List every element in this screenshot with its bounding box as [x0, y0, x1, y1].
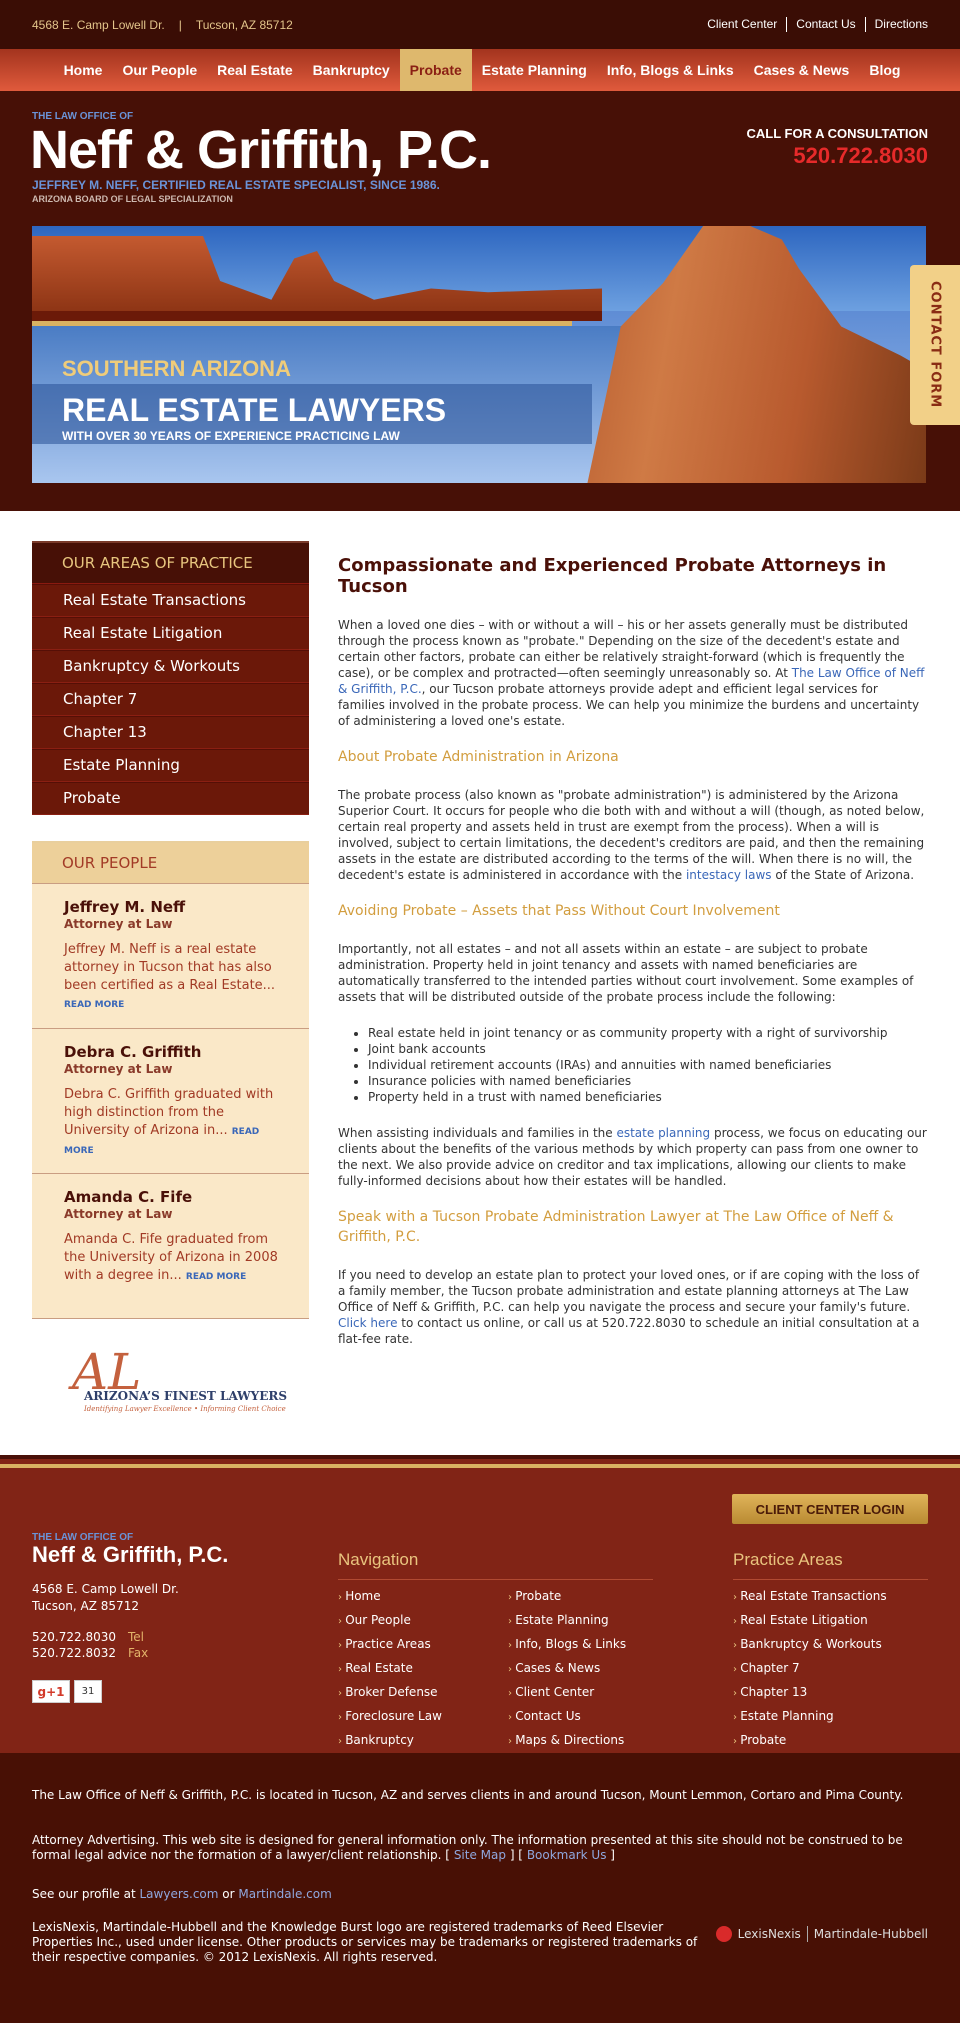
desc-text: Amanda C. Fife graduated from the University of Arizona in 2008 with a degree in... [64, 1232, 278, 1283]
read-more-link[interactable]: READ MORE [185, 1272, 247, 1282]
nav-probate[interactable]: Probate [400, 49, 472, 91]
our-people-box [32, 841, 309, 1319]
location-text: The Law Office of Neff & Griffith, P.C. is located in Tucson, AZ and serves clients in and around Tucson, Mount Lemmon, Cortaro and Pima County. [32, 1788, 904, 1802]
practice-item[interactable]: Bankruptcy & Workouts [32, 650, 309, 683]
person-card [32, 1029, 309, 1174]
estate-planning-link[interactable]: estate planning [616, 1126, 711, 1140]
lexis-text: LexisNexis [737, 1926, 801, 1941]
address-line: Tucson, AZ 85712 [32, 1599, 139, 1613]
text: to contact us online, or call us at 520.722.8030 to schedule an initial consultation at a flat-fee rate. [338, 1316, 920, 1346]
tel-line [32, 1629, 148, 1645]
our-people-title: OUR PEOPLE [32, 843, 309, 884]
nav-home[interactable]: Home [63, 62, 103, 78]
footer-nav-col-2 [508, 1585, 626, 1753]
footer-address [32, 1581, 179, 1615]
logo-subtitle-2: ARIZONA BOARD OF LEGAL SPECIALIZATION [32, 194, 233, 204]
client-center-link[interactable]: Client Center [707, 17, 778, 31]
list-item: • Property held in a trust with named beneficiaries [368, 1089, 928, 1105]
main-content [338, 555, 928, 1347]
footer-link[interactable]: › Practice Areas [338, 1633, 442, 1657]
fax-line [32, 1645, 148, 1661]
text: process, we focus on educating our clients about the benefits of the various methods by which property can pass from one owner to the next. We also provide advice on creditor and tax implications, allowing our clients to make fully-informed decisions about how their estates will be handled. [338, 1126, 927, 1188]
text: of the State of Arizona. [771, 868, 915, 882]
person-name[interactable]: Jeffrey M. Neff [64, 898, 186, 916]
google-plus-count: 31 [74, 1680, 102, 1703]
footer-link[interactable]: › Home [338, 1585, 442, 1609]
person-desc [64, 1086, 279, 1160]
lawyers-com-link[interactable]: Lawyers.com [139, 1887, 219, 1901]
tel-label: Tel [127, 1630, 144, 1644]
nav-info-blogs-links[interactable]: Info, Blogs & Links [606, 62, 734, 78]
practice-item[interactable]: Real Estate Litigation [32, 617, 309, 650]
list-item: • Individual retirement accounts (IRAs) and annuities with named beneficiaries [368, 1057, 928, 1073]
main-nav [0, 49, 960, 91]
banner-line-3: WITH OVER 30 YEARS OF EXPERIENCE PRACTICING LAW [62, 429, 400, 443]
knowledge-burst-icon [716, 1926, 732, 1942]
intro-paragraph [338, 617, 928, 729]
text: or [218, 1887, 239, 1901]
nav-blog[interactable]: Blog [869, 62, 901, 78]
practice-item[interactable]: Chapter 7 [32, 683, 309, 716]
footer-link[interactable]: › Real Estate [338, 1657, 442, 1681]
person-card [32, 1174, 309, 1319]
list-item: • Joint bank accounts [368, 1041, 928, 1057]
lexisnexis-logo [716, 1926, 928, 1942]
practice-areas-box [32, 541, 309, 815]
address: 4568 E. Camp Lowell Dr. | Tucson, AZ 85712 [32, 17, 293, 32]
contact-form-label: CONTACT FORM [927, 281, 943, 409]
read-more-link[interactable]: READ MORE [64, 1000, 125, 1010]
paragraph: Importantly, not all estates – and not all assets within an estate – are subject to probate administration. Property held in joint tenancy and assets with named beneficiaries are automatically transferred to the intended parties without court involvement. Some examples of assets that will be distributed outside of the probate process include the following: [338, 942, 914, 1004]
list-item: • Insurance policies with named beneficiaries [368, 1073, 928, 1089]
mh-text: Martindale-Hubbell [813, 1926, 928, 1941]
fax-label: Fax [127, 1646, 149, 1660]
header [0, 91, 960, 511]
tel-number: 520.722.8030 [32, 1630, 116, 1644]
nav-estate-planning[interactable]: Estate Planning [481, 62, 587, 78]
footer-practice-title: Practice Areas [733, 1550, 928, 1580]
practice-item[interactable]: Probate [32, 782, 309, 815]
footer-nav-col-1 [338, 1585, 442, 1753]
directions-link[interactable]: Directions [865, 17, 928, 32]
afl-tagline: Identifying Lawyer Excellence • Informing Client Choice [84, 1405, 286, 1413]
call-label: CALL FOR A CONSULTATION [746, 126, 928, 141]
arizonas-finest-lawyers-logo[interactable] [62, 1343, 287, 1413]
nav-cases-news[interactable]: Cases & News [753, 62, 850, 78]
footer-link[interactable]: › Estate Planning [508, 1609, 626, 1633]
legal-footer [0, 1753, 960, 2023]
text: Attorney Advertising. This web site is designed for general information only. The information presented at this site should not be construed to be formal legal advice nor the formation of a lawyer/client relationship. [ [32, 1833, 903, 1862]
text: See our profile at [32, 1887, 140, 1901]
profile-text [32, 1887, 928, 1902]
footer-link[interactable]: › Client Center [508, 1681, 626, 1705]
section-heading: Avoiding Probate – Assets that Pass Without Court Involvement [338, 903, 780, 919]
site-map-link[interactable]: Site Map [453, 1848, 506, 1862]
asset-list [368, 1025, 928, 1105]
banner-strip [32, 311, 602, 321]
google-plus-button[interactable]: g+1 [32, 1680, 70, 1703]
footer-link[interactable]: › Estate Planning [733, 1705, 887, 1729]
person-name[interactable]: Debra C. Griffith [64, 1043, 202, 1061]
paragraph [338, 1267, 928, 1347]
utility-links [698, 17, 928, 32]
hero-banner [32, 226, 926, 483]
fax-number: 520.722.8032 [32, 1646, 116, 1660]
consultation-call [747, 126, 929, 169]
person-desc [64, 1231, 279, 1286]
sidebar [32, 541, 309, 1413]
practice-item[interactable]: Chapter 13 [32, 716, 309, 749]
person-desc [64, 941, 279, 1014]
paragraph [338, 787, 928, 883]
click-here-link[interactable]: Click here [338, 1316, 398, 1330]
contact-us-link[interactable]: Contact Us [786, 17, 864, 32]
footer-link[interactable]: › Info, Blogs & Links [508, 1633, 626, 1657]
footer-link[interactable]: › Contact Us [508, 1705, 626, 1729]
footer-nav-title: Navigation [338, 1550, 653, 1580]
footer-practice-col [733, 1585, 887, 1753]
desc-text: Debra C. Griffith graduated with high distinction from the University of Arizona in... [64, 1087, 274, 1138]
footer-logo-tagline: THE LAW OFFICE OF [32, 1532, 134, 1543]
text: ] [ [506, 1848, 527, 1862]
logo-tagline: THE LAW OFFICE OF [32, 111, 134, 122]
section-heading: About Probate Administration in Arizona [338, 749, 619, 765]
google-plus-widget [32, 1680, 102, 1703]
top-bar [0, 0, 960, 49]
footer-link[interactable]: › Our People [338, 1609, 442, 1633]
contact-form-tab[interactable] [910, 265, 960, 425]
text: When a loved one dies – with or without a will – his or her assets generally must be distributed through the process known as "probate." Depending on the size of the decedent's estate and certain other factors, probate can either be relatively straight-forward (which is frequently the case), or be complex and protracted—often seemingly unreasonably so. At [338, 618, 908, 680]
text: , our Tucson probate attorneys provide adept and efficient legal services for families involved in the probate process. We can help you minimize the burdens and uncertainty of administering a loved one's estate. [338, 682, 920, 728]
person-name[interactable]: Amanda C. Fife [64, 1188, 193, 1206]
footer-link[interactable]: › Broker Defense [338, 1681, 442, 1705]
footer-link[interactable]: › Bankruptcy & Workouts [733, 1633, 887, 1657]
person-title: Attorney at Law [64, 917, 173, 931]
address-line: 4568 E. Camp Lowell Dr. [32, 1582, 179, 1596]
banner-line-1: SOUTHERN ARIZONA [62, 356, 291, 381]
phone-number[interactable]: 520.722.8030 [793, 143, 928, 168]
bookmark-link[interactable]: Bookmark Us [526, 1848, 607, 1862]
practice-item[interactable]: Real Estate Transactions [32, 584, 309, 617]
divider [807, 1926, 808, 1942]
trademark-text: LexisNexis, Martindale-Hubbell and the Knowledge Burst logo are registered trademarks of Reed Elsevier Properties Inc., used under license. Other products or services may be trademarks or registered trademarks of their respective companies. © 2012 LexisNexis. All rights reserved. [32, 1920, 698, 1964]
footer-link[interactable]: › Cases & News [508, 1657, 626, 1681]
footer-phones [32, 1629, 148, 1661]
footer-link[interactable]: › Chapter 7 [733, 1657, 887, 1681]
section-heading: Speak with a Tucson Probate Administration Lawyer at The Law Office of Neff & Griffith, P.C. [338, 1209, 894, 1245]
person-card [32, 884, 309, 1029]
footer-link[interactable]: › Real Estate Litigation [733, 1609, 887, 1633]
person-title: Attorney at Law [64, 1207, 173, 1221]
footer-logo: Neff & Griffith, P.C. [32, 1542, 229, 1567]
footer-link[interactable]: › Chapter 13 [733, 1681, 887, 1705]
text: ] [606, 1848, 615, 1862]
footer [0, 1455, 960, 1753]
person-title: Attorney at Law [64, 1062, 173, 1076]
footer-link[interactable]: › Maps & Directions [508, 1729, 626, 1753]
client-center-login-button[interactable]: CLIENT CENTER LOGIN [732, 1494, 928, 1524]
footer-link[interactable]: › Real Estate Transactions [733, 1585, 887, 1609]
footer-link[interactable]: › Bankruptcy [338, 1729, 442, 1753]
afl-monogram: AL [72, 1343, 142, 1401]
text: If you need to develop an estate plan to protect your loved ones, or if are coping with the loss of a family member, the Tucson probate administration and estate planning attorneys at The Law Office of Neff & Griffith, P.C. can help you navigate the process and secure your family's future. [338, 1268, 920, 1314]
banner-line-2: REAL ESTATE LAWYERS [62, 392, 447, 428]
list-item: • Real estate held in joint tenancy or as community property with a right of survivorship [368, 1025, 928, 1041]
footer-link[interactable]: › Probate [508, 1585, 626, 1609]
footer-link[interactable]: › Probate [733, 1729, 887, 1753]
afl-name: ARIZONA’S FINEST LAWYERS [84, 1389, 287, 1403]
practice-item[interactable]: Estate Planning [32, 749, 309, 782]
text: The probate process (also known as "probate administration") is administered by the Arizona Superior Court. It occurs for people who die both with and without a will (though, as noted below, certain real property and assets held in trust are exempt from the process). When a will is involved, subject to certain limitations, the decedent's creditors are paid, and then the remaining assets in the estate are distributed according to the terms of the will. When there is no will, the decedent's estate is administered in accordance with the [338, 788, 925, 882]
martindale-link[interactable]: Martindale.com [238, 1887, 332, 1901]
paragraph [338, 1125, 928, 1189]
nav-bankruptcy[interactable]: Bankruptcy [312, 62, 390, 78]
logo[interactable]: Neff & Griffith, P.C. [30, 120, 492, 180]
disclaimer [32, 1833, 928, 1863]
practice-areas-title: OUR AREAS OF PRACTICE [32, 543, 309, 584]
read-more-link[interactable]: READ MORE [64, 1127, 260, 1156]
text: When assisting individuals and families in the [338, 1126, 617, 1140]
intestacy-laws-link[interactable]: intestacy laws [685, 868, 772, 882]
nav-our-people[interactable]: Our People [122, 62, 198, 78]
firm-link[interactable]: The Law Office of Neff & Griffith, P.C. [338, 666, 925, 696]
page-title: Compassionate and Experienced Probate Attorneys in Tucson [338, 555, 887, 597]
logo-subtitle: JEFFREY M. NEFF, CERTIFIED REAL ESTATE SPECIALIST, SINCE 1986. [32, 178, 440, 192]
desc-text: Jeffrey M. Neff is a real estate attorney in Tucson that has also been certified as a Real Estate... [64, 942, 276, 993]
footer-link[interactable]: › Foreclosure Law [338, 1705, 442, 1729]
nav-real-estate[interactable]: Real Estate [217, 62, 293, 78]
